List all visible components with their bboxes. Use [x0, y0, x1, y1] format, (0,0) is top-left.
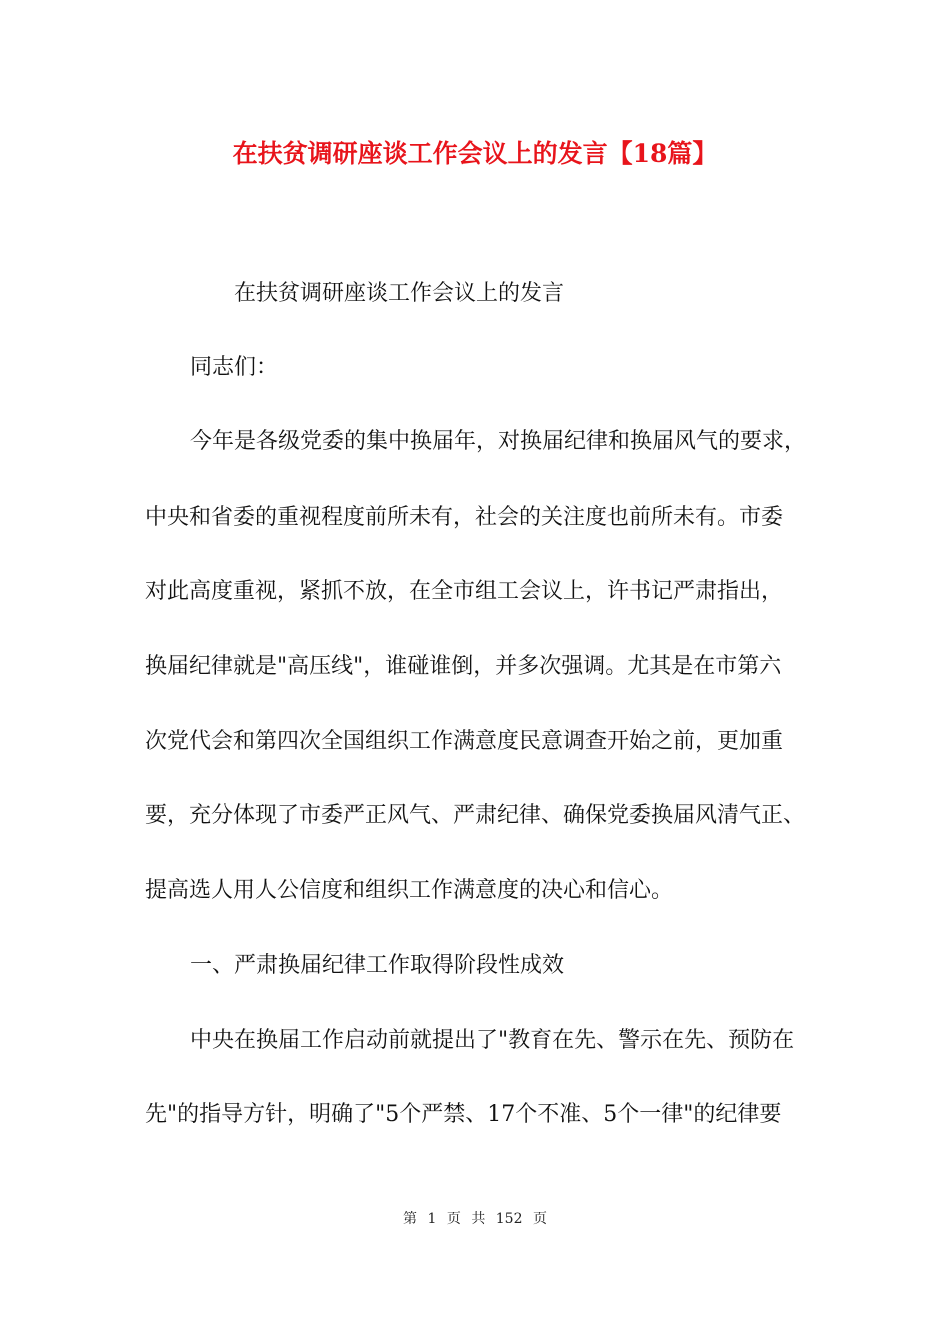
paragraph-line: 提高选人用人公信度和组织工作满意度的决心和信心。: [145, 878, 674, 903]
paragraph-line: 先"的指导方针，明确了"5个严禁、17个不准、5个一律"的纪律要: [145, 1102, 782, 1127]
paragraph-line: 中央在换届工作启动前就提出了"教育在先、警示在先、预防在: [190, 1028, 795, 1053]
page-footer: [0, 1208, 950, 1228]
footer-total-label: 共: [471, 1211, 486, 1227]
paragraph-line: 次党代会和第四次全国组织工作满意度民意调查开始之前，更加重: [145, 729, 784, 754]
paragraph-line: 换届纪律就是"高压线"，谁碰谁倒，并多次强调。尤其是在市第六: [145, 654, 782, 679]
section-heading: 在扶贫调研座谈工作会议上的发言: [234, 281, 565, 306]
salutation: 同志们：: [190, 355, 279, 380]
paragraph-line: 要，充分体现了市委严正风气、严肃纪律、确保党委换届风清气正、: [145, 803, 806, 828]
footer-total-pages: 152: [495, 1211, 523, 1227]
section-heading: 一、严肃换届纪律工作取得阶段性成效: [190, 953, 565, 978]
paragraph-line: 中央和省委的重视程度前所未有，社会的关注度也前所未有。市委: [145, 505, 784, 530]
paragraph-line: 今年是各级党委的集中换届年，对换届纪律和换届风气的要求，: [190, 429, 807, 454]
footer-page-label: 第: [403, 1211, 418, 1227]
footer-page-number: 1: [427, 1211, 437, 1227]
paragraph-line: 对此高度重视，紧抓不放，在全市组工会议上，许书记严肃指出，: [145, 579, 784, 604]
document-title: 在扶贫调研座谈工作会议上的发言【18篇】: [232, 139, 718, 168]
footer-total-unit: 页: [532, 1211, 547, 1227]
footer-page-unit: 页: [446, 1211, 461, 1227]
